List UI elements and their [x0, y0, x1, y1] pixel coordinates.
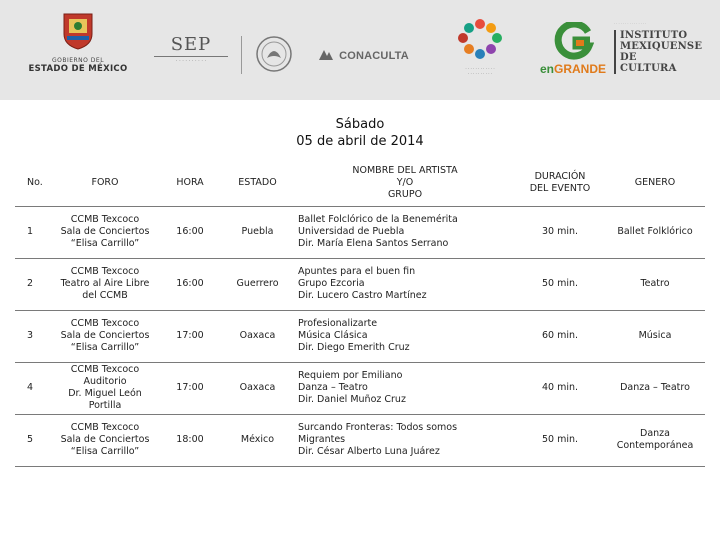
cell-artista-line: Dir. María Elena Santos Serrano [298, 238, 449, 249]
cell-artista-line: Profesionalizarte [298, 318, 378, 329]
table-row [15, 414, 705, 466]
cell-artista-line: Dir. Daniel Muñoz Cruz [298, 394, 406, 405]
table-row [15, 258, 705, 310]
cell-artista-line: Ballet Folclórico de la Benemérita [298, 214, 458, 225]
cell-foro-line: Teatro al Aire Libre [60, 278, 150, 289]
cell-estado: Oaxaca [220, 362, 295, 414]
cell-genero-line: Teatro [640, 278, 670, 289]
cell-genero [605, 258, 705, 310]
cell-genero-line: Danza [640, 428, 670, 439]
imc-top-decoration: · · · · · · · · · · · · · · · [614, 22, 647, 26]
cell-artista [295, 414, 515, 466]
cell-duracion: 40 min. [515, 362, 605, 414]
cell-duracion: 50 min. [515, 414, 605, 466]
cell-artista-line: Dir. César Alberto Luna Juárez [298, 446, 440, 457]
cell-estado: México [220, 414, 295, 466]
cell-genero [605, 414, 705, 466]
cell-foro [50, 258, 160, 310]
header-artista [295, 160, 515, 206]
cell-foro [50, 310, 160, 362]
header-no: No. [27, 176, 43, 188]
cell-foro-line: “Elisa Carrillo” [70, 446, 140, 457]
cell-artista [295, 310, 515, 362]
cell-artista-line: Música Clásica [298, 330, 368, 341]
cell-genero [605, 362, 705, 414]
cell-hora: 18:00 [160, 414, 220, 466]
conaculta-name: CONACULTA [339, 50, 409, 62]
cell-estado: Oaxaca [220, 310, 295, 362]
edomex-line2: ESTADO DE MÉXICO [28, 64, 128, 74]
edomex-line1: GOBIERNO DEL [51, 57, 105, 64]
cell-foro-line: “Elisa Carrillo” [70, 238, 140, 249]
cell-foro-line: Sala de Conciertos [60, 226, 150, 237]
engrande-grande: GRANDE [554, 62, 607, 76]
cell-foro-line: CCMB Texcoco [70, 422, 140, 433]
cell-hora: 17:00 [160, 310, 220, 362]
cell-foro [50, 362, 160, 414]
cell-foro-line: CCMB Texcoco [70, 364, 140, 375]
sep-name: SEP [170, 34, 212, 55]
engrande-logo [538, 22, 608, 80]
header-duracion-line: DURACIÓN [534, 170, 586, 182]
imc-line-1: INSTITUTO [620, 30, 688, 41]
header-hora: HORA [176, 176, 204, 188]
cell-artista-line: Dir. Lucero Castro Martínez [298, 290, 427, 301]
cell-artista [295, 258, 515, 310]
sep-rule [154, 56, 228, 57]
imc-wordmark [614, 30, 703, 74]
event-day: Sábado [335, 117, 385, 132]
cell-artista-line: Apuntes para el buen fin [298, 266, 416, 277]
schedule-table [15, 160, 705, 467]
cell-artista-line: Migrantes [298, 434, 346, 445]
header-estado: ESTADO [238, 176, 277, 188]
festival-flower-logo [448, 18, 512, 82]
cell-foro-line: CCMB Texcoco [70, 214, 140, 225]
event-date-text: 05 de abril de 2014 [296, 134, 424, 149]
cell-foro-line: Dr. Miguel León [68, 388, 142, 399]
cell-duracion: 50 min. [515, 258, 605, 310]
engrande-en: en [539, 62, 554, 76]
cell-foro-line: Sala de Conciertos [60, 434, 150, 445]
cell-no: 2 [15, 258, 50, 310]
cell-hora: 16:00 [160, 206, 220, 258]
cell-hora: 16:00 [160, 258, 220, 310]
imc-logo [614, 22, 703, 74]
cell-genero [605, 310, 705, 362]
edomex-logo [28, 12, 128, 84]
cell-artista-line: Requiem por Emiliano [298, 370, 403, 381]
engrande-g-icon [552, 22, 594, 60]
imc-line-3: DE CULTURA [620, 52, 677, 74]
cell-foro-line: Sala de Conciertos [60, 330, 150, 341]
cell-genero [605, 206, 705, 258]
header-artista-line: Y/O [396, 176, 414, 188]
cell-artista-line: Universidad de Puebla [298, 226, 405, 237]
cell-genero-line: Contemporánea [616, 440, 694, 451]
cell-foro [50, 206, 160, 258]
cell-estado: Guerrero [220, 258, 295, 310]
logo-divider [241, 36, 242, 74]
cell-artista [295, 362, 515, 414]
table-header-row [15, 160, 705, 206]
national-eagle-seal-icon [252, 34, 296, 74]
cell-no: 4 [15, 362, 50, 414]
table-row [15, 310, 705, 362]
cell-no: 1 [15, 206, 50, 258]
header-duracion [515, 160, 605, 206]
cell-foro-line: CCMB Texcoco [70, 266, 140, 277]
cell-foro [50, 414, 160, 466]
cell-genero-line: Danza – Teatro [620, 382, 690, 393]
header-foro: FORO [91, 176, 119, 188]
sep-logo [150, 34, 232, 78]
cell-no: 5 [15, 414, 50, 466]
cell-foro-line: Auditorio [83, 376, 127, 387]
cell-genero-line: Música [638, 330, 672, 341]
cell-foro-line: “Elisa Carrillo” [70, 342, 140, 353]
header-duracion-line: DEL EVENTO [529, 182, 591, 194]
flower-subtext-decoration: · · · · · · · · · · · · · · · · · · · · · · [465, 66, 495, 76]
cell-artista-line: Dir. Diego Emerith Cruz [298, 342, 410, 353]
cell-foro-line: CCMB Texcoco [70, 318, 140, 329]
flower-wreath-icon [451, 18, 509, 62]
cell-artista-line: Danza – Teatro [298, 382, 368, 393]
cell-artista-line: Grupo Ezcoria [298, 278, 365, 289]
table-row [15, 362, 705, 414]
event-date [0, 116, 720, 150]
cell-hora: 17:00 [160, 362, 220, 414]
cell-estado: Puebla [220, 206, 295, 258]
logo-banner [0, 0, 720, 100]
cell-duracion: 30 min. [515, 206, 605, 258]
cell-no: 3 [15, 310, 50, 362]
cell-genero-line: Ballet Folklórico [617, 226, 693, 237]
conaculta-mark-icon [318, 48, 334, 62]
sep-subtext-decoration: · · · · · · · · · · [175, 58, 207, 64]
cell-artista [295, 206, 515, 258]
cell-artista-line: Surcando Fronteras: Todos somos [298, 422, 458, 433]
header-artista-line: NOMBRE DEL ARTISTA [352, 164, 458, 176]
engrande-wordmark [538, 62, 608, 76]
edomex-shield-icon [61, 12, 95, 50]
cell-foro-line: Portilla [88, 400, 122, 411]
cell-duracion: 60 min. [515, 310, 605, 362]
conaculta-logo [318, 44, 418, 64]
table-row [15, 206, 705, 258]
header-artista-line: GRUPO [387, 188, 423, 200]
header-genero: GENERO [634, 176, 676, 188]
cell-foro-line: del CCMB [82, 290, 128, 301]
imc-line-2: MEXIQUENSE [620, 41, 703, 52]
